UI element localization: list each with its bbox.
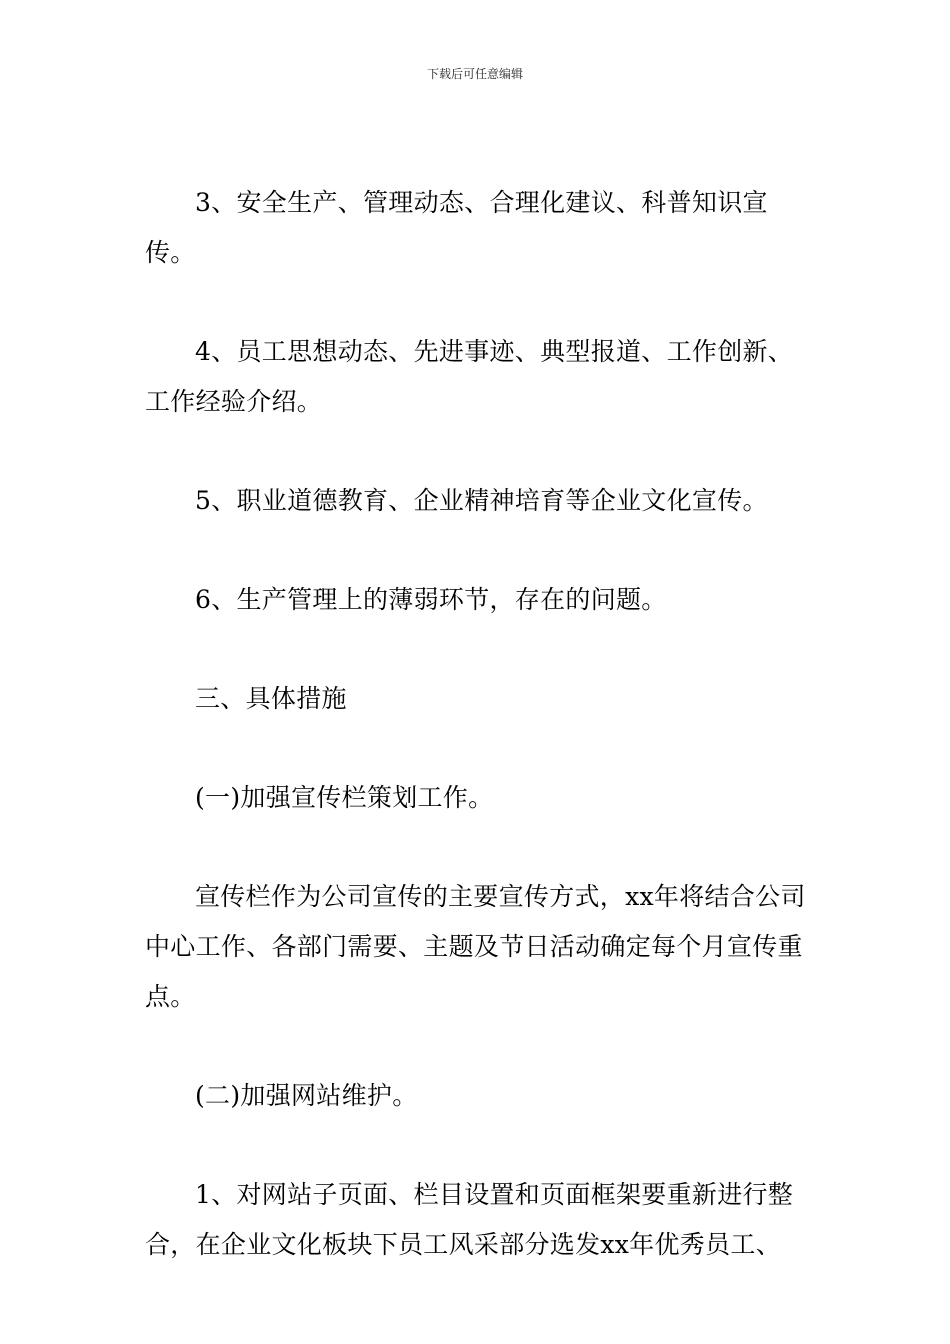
paragraph-bulletin-board: 宣传栏作为公司宣传的主要宣传方式，xx年将结合公司中心工作、各部门需要、主题及节日活动确定每个月宣传重点。 (145, 882, 806, 1011)
document-body (145, 178, 810, 1270)
paragraph-item-3: 3、安全生产、管理动态、合理化建议、科普知识宣传。 (145, 188, 768, 267)
subheading-website-maintenance: (二)加强网站维护。 (195, 1081, 418, 1110)
subheading-bulletin-board: (一)加强宣传栏策划工作。 (195, 783, 494, 812)
page-header: 下载后可任意编辑 (426, 67, 523, 81)
paragraph-item-5: 5、职业道德教育、企业精神培育等企业文化宣传。 (195, 486, 768, 515)
paragraph-item-6: 6、生产管理上的薄弱环节，存在的问题。 (195, 585, 667, 614)
paragraph-item-4: 4、员工思想动态、先进事迹、典型报道、工作创新、工作经验介绍。 (145, 337, 794, 416)
section-heading-measures: 三、具体措施 (195, 684, 347, 713)
paragraph-website-item-1: 1、对网站子页面、栏目设置和页面框架要重新进行整合，在企业文化板块下员工风采部分选发xx年优秀员工、 (145, 1180, 794, 1259)
